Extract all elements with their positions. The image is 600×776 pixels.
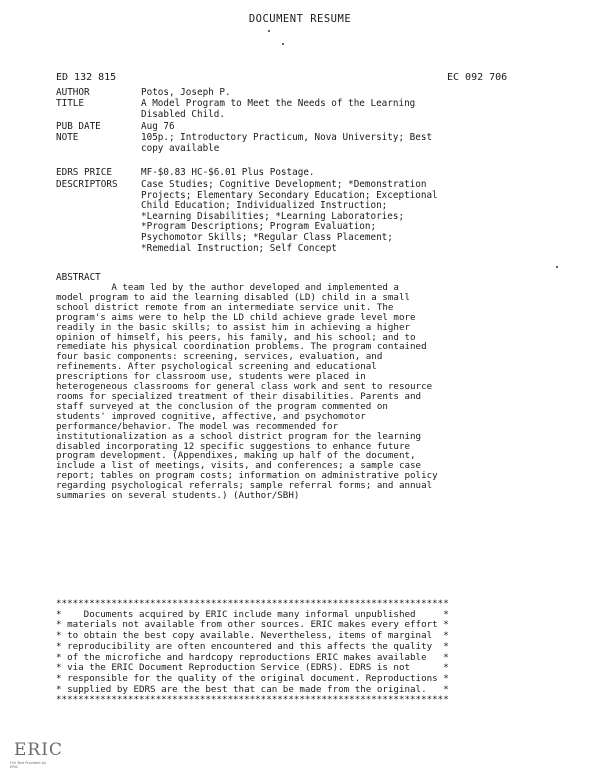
scan-speck (268, 30, 270, 32)
scan-speck (282, 43, 284, 45)
eric-logo-text: ERIC (14, 740, 63, 760)
pub-date-label: PUB DATE (56, 121, 101, 132)
title-value: A Model Program to Meet the Needs of the Learning Disabled Child. (141, 98, 416, 120)
descriptors-value: Case Studies; Cognitive Development; *Demonstration Projects; Elementary Secondary Education; Exceptional Child Education; Individualized Instruction; *Learning Disabilities; *Learning Laboratories; *Program Descriptions; Program Evaluation; Psychomotor Skills; *Regular Class Placement; *Remedial Instruction; Self Concept (141, 179, 438, 254)
abstract-label: ABSTRACT (56, 272, 101, 283)
ec-number: EC 092 706 (447, 72, 508, 83)
ed-number: ED 132 815 (56, 72, 117, 83)
reproduction-notice: *********************************************************************** * Documents acquired by ERIC include many informal unpublished * * materials not available from other sources. ERIC makes every effort * * to obtain the best copy available. Nevertheless, items of marginal * * reproducibility are often encountered and this affects the quality * * of the microfiche and hardcopy reproductions ERIC makes available * * via the ERIC Document Reproduction Service (EDRS). EDRS is not * * responsible for the quality of the original document. Reproductions * * supplied by EDRS are the best that can be made from the original. * *********************************************************************** (56, 598, 449, 706)
author-value: Potos, Joseph P. (141, 87, 231, 98)
scan-speck (556, 266, 558, 268)
eric-logo (10, 738, 63, 772)
author-label: AUTHOR (56, 87, 90, 98)
document-title: DOCUMENT RESUME (248, 13, 352, 25)
edrs-price-value: MF-$0.83 HC-$6.01 Plus Postage. (141, 167, 315, 178)
abstract-text: A team led by the author developed and implemented a model program to aid the learning disabled (LD) child in a small school district remote from an intermediate service unit. The program's aims were to help the LD child achieve grade level more readily in the basic skills; to assist him in achieving a higher opinion of himself, his peers, his family, and his school; and to remediate his physical coordination problems. The program contained four basic components: screening, services, evaluation, and refinements. After psychological screening and educational prescriptions for classroom use, students were placed in heterogeneous classrooms for general class work and sent to resource rooms for specialized treatment of their disabilities. Parents and staff surveyed at the conclusion of the program commented on students' improved cognitive, affective, and psychomotor performance/behavior. The model was recommended for institutionalization as a school district program for the learning disabled incorporating 12 specific suggestions to enhance future program development. (Appendixes, making up half of the document, include a list of meetings, visits, and conferences; a sample case report; tables on program costs; information on administrative policy regarding psychological referrals; sample referral forms; and annual summaries on several students.) (Author/SBH) (56, 282, 438, 502)
note-value: 105p.; Introductory Practicum, Nova University; Best copy available (141, 132, 433, 154)
note-label: NOTE (56, 132, 79, 143)
eric-logo-tagline: Full Text Provided by ERIC (10, 761, 46, 769)
edrs-price-label: EDRS PRICE (56, 167, 112, 178)
pub-date-value: Aug 76 (141, 121, 175, 132)
title-label: TITLE (56, 98, 84, 109)
descriptors-label: DESCRIPTORS (56, 179, 118, 190)
